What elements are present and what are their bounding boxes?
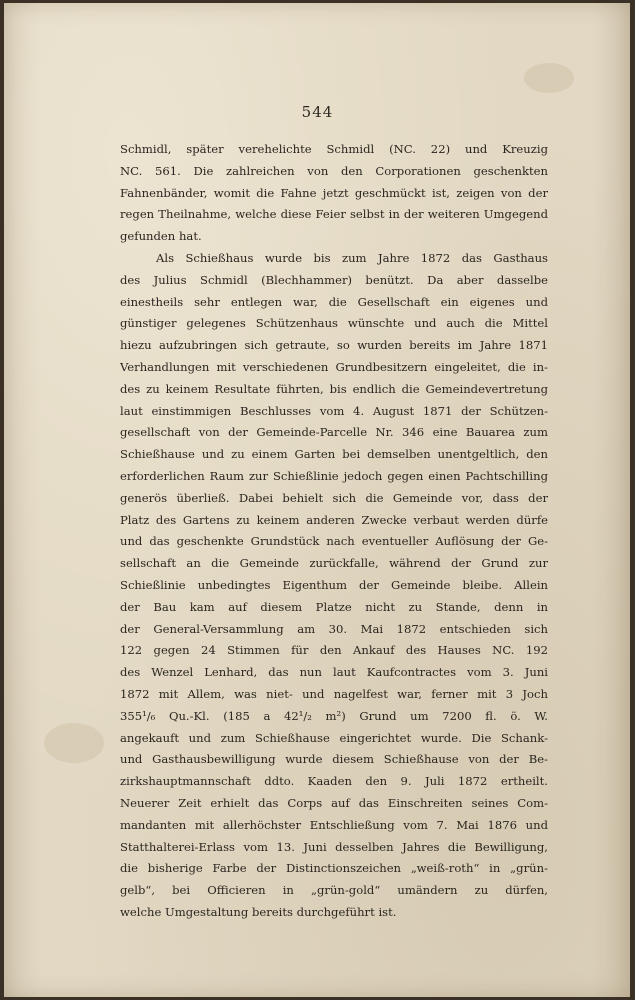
text-line: Platz des Gartens zu keinem anderen Zwecke verbaut werden dürfe	[120, 512, 548, 527]
text-line: die bisherige Farbe der Distinctionszeichen „weiß-roth“ in „grün-	[120, 861, 548, 876]
text-line: Neuerer Zeit erhielt das Corps auf das Einschreiten seines Com-	[120, 795, 548, 810]
paper-stain	[44, 723, 104, 763]
text-line: Schießhause und zu einem Garten bei demselben unentgeltlich, den	[120, 447, 548, 462]
text-line: des zu keinem Resultate führten, bis endlich die Gemeindevertretung	[120, 381, 548, 396]
text-line: Schießlinie unbedingtes Eigenthum der Gemeinde bleibe. Allein	[120, 577, 548, 592]
text-line: gelb“, bei Officieren in „grün-gold“ umändern zu dürfen,	[120, 883, 548, 898]
text-line: zirkshauptmannschaft ddto. Kaaden den 9. Juli 1872 ertheilt.	[120, 774, 548, 789]
text-line: erforderlichen Raum zur Schießlinie jedoch gegen einen Pachtschilling	[120, 468, 548, 483]
text-line: Verhandlungen mit verschiedenen Grundbesitzern eingeleitet, die in-	[120, 359, 548, 374]
text-line: mandanten mit allerhöchster Entschließung vom 7. Mai 1876 und	[120, 817, 548, 832]
text-line: NC. 561. Die zahlreichen von den Corporationen geschenkten	[120, 163, 548, 178]
text-line: hiezu aufzubringen sich getraute, so wurden bereits im Jahre 1871	[120, 338, 548, 353]
text-line: 355¹/₆ Qu.-Kl. (185 a 42¹/₂ m²) Grund um 7200 fl. ö. W.	[120, 708, 548, 723]
text-line: regen Theilnahme, welche diese Feier selbst in der weiteren Umgegend	[120, 207, 548, 222]
text-line: angekauft und zum Schießhause eingerichtet wurde. Die Schank-	[120, 730, 548, 745]
text-line: der General-Versammlung am 30. Mai 1872 entschieden sich	[120, 621, 548, 636]
text-line: laut einstimmigen Beschlusses vom 4. August 1871 der Schützen-	[120, 403, 548, 418]
text-line: des Julius Schmidl (Blechhammer) benützt. Da aber dasselbe	[120, 272, 548, 287]
text-line: und Gasthausbewilligung wurde diesem Schießhause von der Be-	[120, 752, 548, 767]
page-number: 544	[301, 103, 334, 121]
text-line: sellschaft an die Gemeinde zurückfalle, während der Grund zur	[120, 556, 548, 571]
text-line: gesellschaft von der Gemeinde-Parcelle Nr. 346 eine Bauarea zum	[120, 425, 548, 440]
text-line: 1872 mit Allem, was niet- und nagelfest war, ferner mit 3 Joch	[120, 686, 548, 701]
text-line: des Wenzel Lenhard, das nun laut Kaufcontractes vom 3. Juni	[120, 665, 548, 680]
text-line: generös überließ. Dabei behielt sich die Gemeinde vor, dass der	[120, 490, 548, 505]
text-line: und das geschenkte Grundstück nach eventueller Auflösung der Ge-	[120, 534, 548, 549]
text-line: Fahnenbänder, womit die Fahne jetzt geschmückt ist, zeigen von der	[120, 185, 548, 200]
text-line: der Bau kam auf diesem Platze nicht zu Stande, denn in	[120, 599, 548, 614]
text-line: Schmidl, später verehelichte Schmidl (NC. 22) und Kreuzig	[120, 142, 548, 156]
paper-stain	[524, 63, 574, 93]
text-line: günstiger gelegenes Schützenhaus wünschte und auch die Mittel	[120, 316, 548, 331]
text-line: 122 gegen 24 Stimmen für den Ankauf des Hauses NC. 192	[120, 643, 548, 658]
text-line: einestheils sehr entlegen war, die Gesellschaft ein eigenes und	[120, 294, 548, 309]
text-line: Als Schießhaus wurde bis zum Jahre 1872 das Gasthaus	[156, 250, 548, 265]
text-line: gefunden hat.	[120, 229, 202, 244]
body-text	[120, 139, 548, 924]
text-line: welche Umgestaltung bereits durchgeführt ist.	[120, 904, 397, 919]
text-line: Statthalterei-Erlass vom 13. Juni desselben Jahres die Bewilligung,	[120, 839, 548, 854]
